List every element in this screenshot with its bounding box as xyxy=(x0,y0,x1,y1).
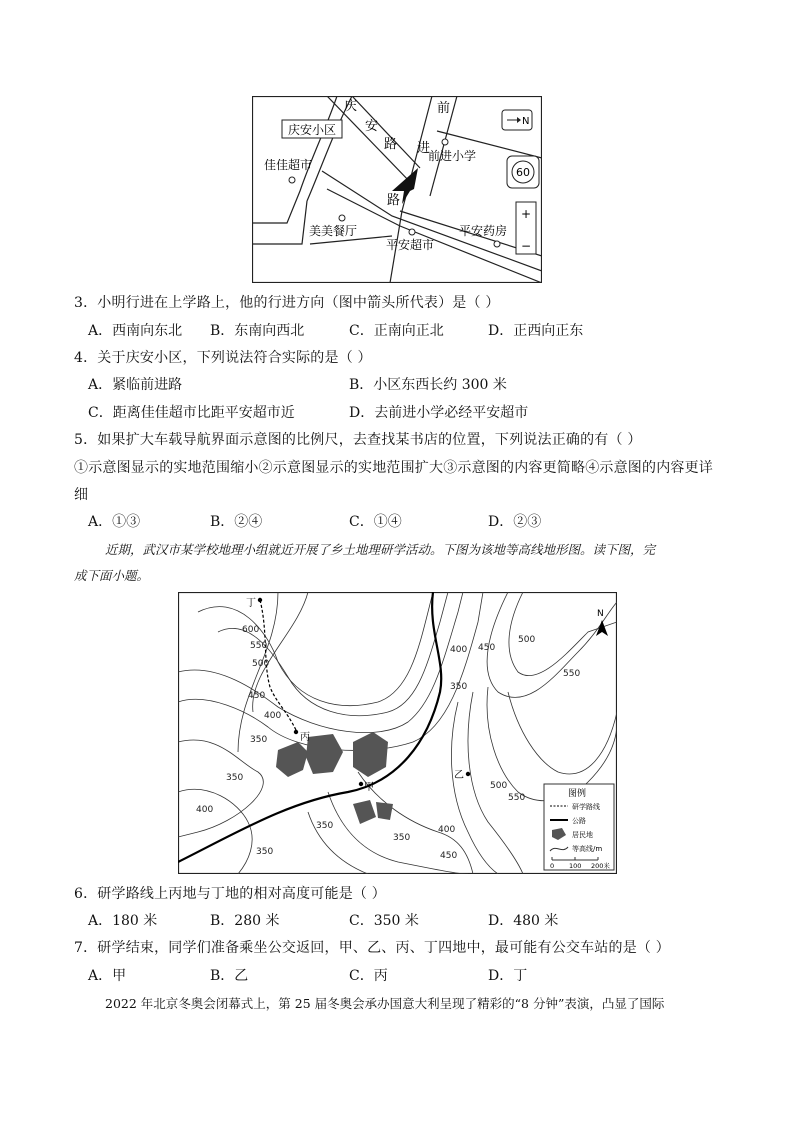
q6-option-a[interactable]: A．180 米 xyxy=(88,913,158,929)
q6-option-c[interactable]: C．350 米 xyxy=(349,913,419,929)
q6-option-d[interactable]: D．480 米 xyxy=(488,913,559,929)
contour-label: 500 xyxy=(490,781,508,791)
q7-option-d[interactable]: D．丁 xyxy=(488,968,528,984)
q7-option-a[interactable]: A．甲 xyxy=(88,968,127,984)
contour-label: 350 xyxy=(316,821,334,831)
contour-label: 350 xyxy=(450,682,468,692)
point-yi: 乙 xyxy=(454,770,464,781)
q4-stem: 4．关于庆安小区，下列说法符合实际的是（ ） xyxy=(74,350,372,366)
road2-char-1: 前 xyxy=(437,101,451,116)
q7-option-c[interactable]: C．丙 xyxy=(349,968,388,984)
legend-scale-200: 200米 xyxy=(591,862,610,870)
q7-option-b[interactable]: B．乙 xyxy=(210,968,249,984)
settlement-5 xyxy=(376,802,393,820)
q5-stem-3: 细 xyxy=(74,487,89,503)
q5-option-b[interactable]: B．②④ xyxy=(210,514,263,530)
contour-label: 600 xyxy=(242,625,260,635)
contour-label: 500 xyxy=(518,635,536,645)
q4-option-d[interactable]: D．去前进小学必经平安超市 xyxy=(349,405,529,421)
legend-contour: 等高线/m xyxy=(572,845,603,853)
legend-title: 图例 xyxy=(568,789,587,799)
legend-road: 公路 xyxy=(572,817,586,825)
q3-option-c[interactable]: C．正南向正北 xyxy=(349,323,444,339)
legend-scale-100: 100 xyxy=(569,862,582,870)
place-pingan-pharmacy: 平安药房 xyxy=(459,224,508,238)
q7-stem: 7．研学结束，同学们准备乘坐公交返回，甲、乙、丙、丁四地中，最可能有公交车站的是（ ） xyxy=(74,940,670,956)
intro-paragraph-2: 2022 年北京冬奥会闭幕式上，第 25 届冬奥会承办国意大利呈现了精彩的“8 分钟”表演，凸显了国际 xyxy=(105,996,665,1011)
intro-paragraph-1b: 成下面小题。 xyxy=(74,568,150,583)
legend-settlement: 居民地 xyxy=(572,831,593,839)
q4-option-c[interactable]: C．距离佳佳超市比距平安超市近 xyxy=(88,405,295,421)
q3-option-a[interactable]: A．西南向东北 xyxy=(88,323,183,339)
contour-label: 450 xyxy=(248,691,266,701)
place-meimei-restaurant: 美美餐厅 xyxy=(309,224,358,238)
road2-char-2: 进 xyxy=(417,141,431,156)
place-qianjin-school: 前进小学 xyxy=(428,149,477,163)
point-ding: 丁 xyxy=(246,598,256,609)
contour-label: 500 xyxy=(252,659,270,669)
north-label: N xyxy=(522,116,530,127)
speed-limit-sign: 60 xyxy=(516,166,530,179)
contour-label: 550 xyxy=(563,669,581,679)
contour-map xyxy=(178,592,617,874)
contour-label: 400 xyxy=(438,825,456,835)
point-bing: 丙 xyxy=(300,732,310,743)
contour-label: 350 xyxy=(256,847,274,857)
legend-scale-0: 0 xyxy=(550,862,555,870)
point-jia: 甲 xyxy=(364,782,374,793)
contour-label: 550 xyxy=(508,793,526,803)
navigation-map xyxy=(252,96,542,283)
q4-option-b[interactable]: B．小区东西长约 300 米 xyxy=(349,377,507,393)
intro-paragraph-1a: 近期，武汉市某学校地理小组就近开展了乡土地理研学活动。下图为该地等高线地形图。读下图，完 xyxy=(105,542,656,557)
road1-char-1: 庆 xyxy=(344,99,358,114)
q6-stem: 6．研学路线上丙地与丁地的相对高度可能是（ ） xyxy=(74,886,386,902)
contour-label: 450 xyxy=(440,851,458,861)
contour-label: 350 xyxy=(226,773,244,783)
contour-label: 350 xyxy=(393,833,411,843)
q3-option-d[interactable]: D．正西向正东 xyxy=(488,323,584,339)
road1-char-3: 路 xyxy=(384,137,398,152)
legend xyxy=(544,784,614,870)
q5-option-d[interactable]: D．②③ xyxy=(488,514,542,530)
place-pingan-market: 平安超市 xyxy=(386,238,435,252)
place-jiajia-market: 佳佳超市 xyxy=(264,158,313,172)
north-label: N xyxy=(597,609,604,619)
q3-stem: 3．小明行进在上学路上，他的行进方向（图中箭头所代表）是（ ） xyxy=(74,295,500,311)
q5-stem: 5．如果扩大车载导航界面示意图的比例尺，去查找某书店的位置，下列说法正确的有（ ） xyxy=(74,432,642,448)
contour-label: 550 xyxy=(250,641,268,651)
q5-stem-2: ①示意图显示的实地范围缩小②示意图显示的实地范围扩大③示意图的内容更简略④示意图的内容更详 xyxy=(74,460,713,476)
q3-option-b[interactable]: B．东南向西北 xyxy=(210,323,305,339)
q6-option-b[interactable]: B．280 米 xyxy=(210,913,280,929)
contour-label: 400 xyxy=(196,805,214,815)
legend-route: 研学路线 xyxy=(572,803,600,811)
zoom-out-icon[interactable]: − xyxy=(520,239,532,253)
area-label: 庆安小区 xyxy=(287,123,337,137)
contour-label: 350 xyxy=(250,735,268,745)
zoom-in-icon[interactable]: + xyxy=(520,207,532,221)
contour-label: 400 xyxy=(264,711,282,721)
q4-option-a[interactable]: A．紧临前进路 xyxy=(88,377,183,393)
contour-label: 400 xyxy=(450,645,468,655)
q5-option-c[interactable]: C．①④ xyxy=(349,514,402,530)
road1-char-2: 安 xyxy=(365,119,379,134)
contour-label: 450 xyxy=(478,643,496,653)
road2-char-3: 路 xyxy=(387,193,401,208)
q5-option-a[interactable]: A．①③ xyxy=(88,514,141,530)
